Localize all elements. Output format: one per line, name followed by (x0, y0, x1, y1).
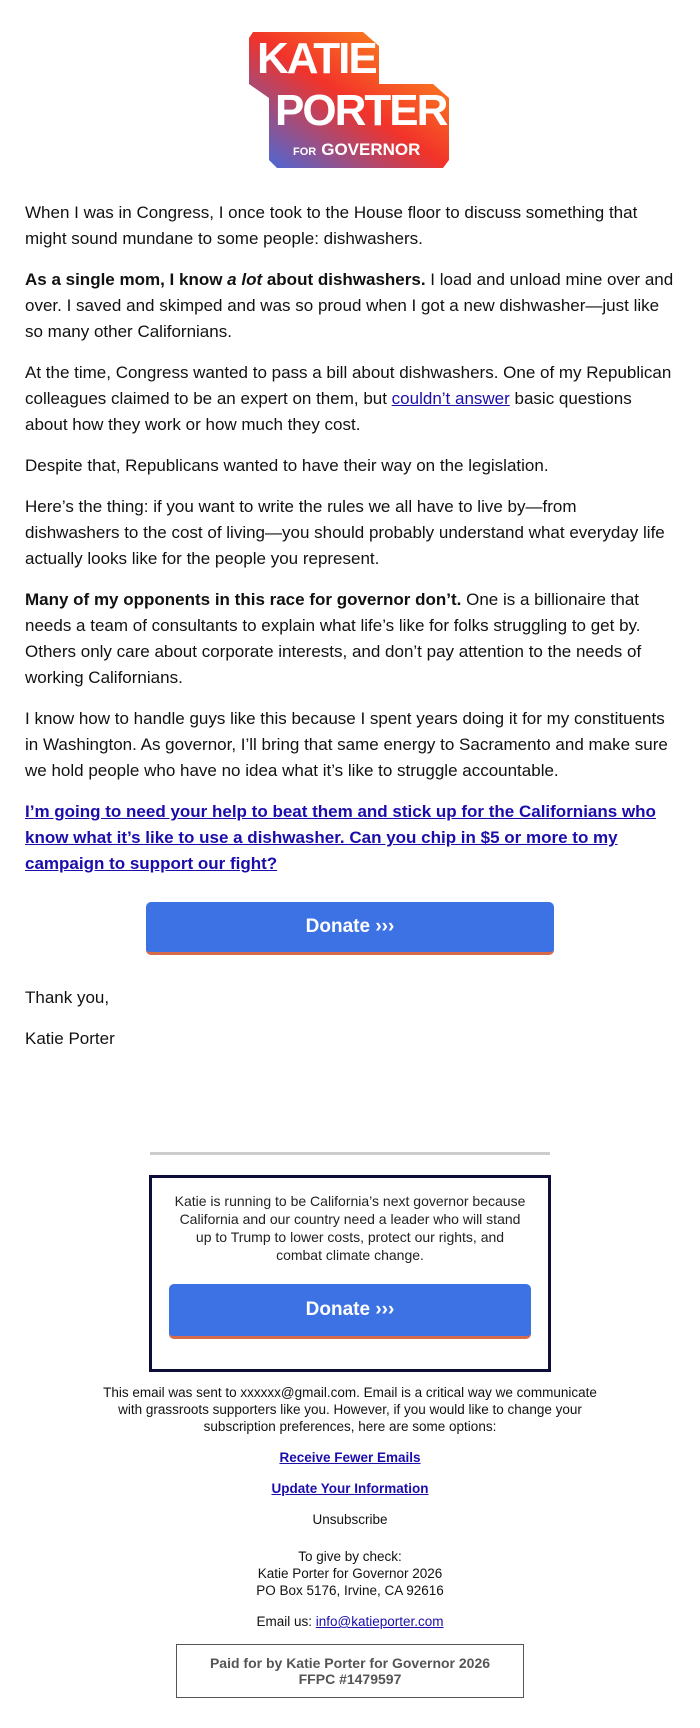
text: One is a billionaire that needs a team of consultants to explain what life’s like for folks struggling to get by. Others only care about corporate interests, and don’t pay attention to the needs of working Californians. (25, 590, 642, 687)
bold-text: Many of my opponents in this race for governor don’t. (25, 590, 462, 609)
bold-text: about dishwashers. (262, 270, 426, 289)
couldnt-answer-link[interactable]: couldn’t answer (391, 389, 510, 408)
logo-subtitle (293, 140, 420, 162)
text: basic questions about how they work or how much they cost. (25, 389, 632, 434)
paragraph (25, 360, 675, 438)
email-label: Email us: (256, 1614, 316, 1629)
about-box (149, 1175, 551, 1372)
bold-text: As a single mom, I know (25, 270, 228, 289)
contact-email (0, 1613, 700, 1630)
footer (0, 1384, 700, 1698)
check-address: PO Box 5176, Irvine, CA 92616 (256, 1583, 444, 1598)
logo-text-for: FOR (293, 146, 317, 158)
paragraph (25, 587, 675, 691)
receive-fewer-emails-link[interactable]: Receive Fewer Emails (279, 1450, 421, 1465)
text: At the time, Congress wanted to pass a bill about dishwashers. One of my Republican colleagues claimed to be an expert on them, but (25, 363, 672, 408)
paragraph: I know how to handle guys like this because I spent years doing it for my constituents in Washington. As governor, I’ll bring that same energy to Sacramento and make sure we hold people who have no idea what it’s like to struggle accountable. (25, 709, 668, 780)
logo-text-governor: GOVERNOR (321, 140, 421, 159)
cta-paragraph (25, 799, 675, 877)
donate-button[interactable]: Donate ››› (146, 902, 554, 955)
paragraph (25, 267, 675, 345)
paid-for-text: Paid for by Katie Porter for Governor 2026 (209, 1655, 491, 1671)
about-text: Katie is running to be California’s next governor because California and our country need a leader who will stand up to Trump to lower costs, protect our rights, and combat climate change. (174, 1193, 526, 1263)
donate-button-secondary[interactable]: Donate ››› (169, 1284, 531, 1339)
signature: Katie Porter (25, 1029, 115, 1048)
email-notice: This email was sent to xxxxxx@gmail.com. Email is a critical way we communicate with grassroots supporters like you. However, if you would like to change your subscription preferences, here are some options: (103, 1385, 597, 1434)
paragraph: Despite that, Republicans wanted to have their way on the legislation. (25, 456, 549, 475)
divider (150, 1152, 550, 1155)
check-name: Katie Porter for Governor 2026 (257, 1566, 443, 1581)
donate-cta-link[interactable]: I’m going to need your help to beat them and stick up for the Californians who know what it’s like to use a dishwasher. Can you chip in $5 or more to my campaign to support our fight? (25, 802, 656, 873)
campaign-logo (245, 32, 455, 172)
unsubscribe-link[interactable]: Unsubscribe (312, 1512, 388, 1527)
italic-text: a lot (227, 270, 263, 289)
ffpc-number: FFPC #1479597 (298, 1671, 402, 1687)
text: I load and unload mine over and over. I saved and skimped and was so proud when I got a new dishwasher—just like so many other Californians. (25, 270, 674, 341)
email-body (0, 200, 700, 1052)
check-info (0, 1548, 700, 1599)
paragraph: Here’s the thing: if you want to write the rules we all have to live by—from dishwashers to the cost of living—you should probably understand what everyday life actually looks like for the people you represent. (25, 497, 665, 568)
logo-text-porter: PORTER (275, 86, 447, 135)
logo-text-katie: KATIE (257, 34, 376, 83)
email-link[interactable]: info@katieporter.com (315, 1614, 444, 1629)
update-information-link[interactable]: Update Your Information (271, 1481, 429, 1496)
paragraph: When I was in Congress, I once took to the House floor to discuss something that might sound mundane to some people: dishwashers. (25, 203, 638, 248)
check-label: To give by check: (298, 1549, 402, 1564)
paid-for-disclaimer (176, 1644, 524, 1698)
closing: Thank you, (25, 988, 110, 1007)
